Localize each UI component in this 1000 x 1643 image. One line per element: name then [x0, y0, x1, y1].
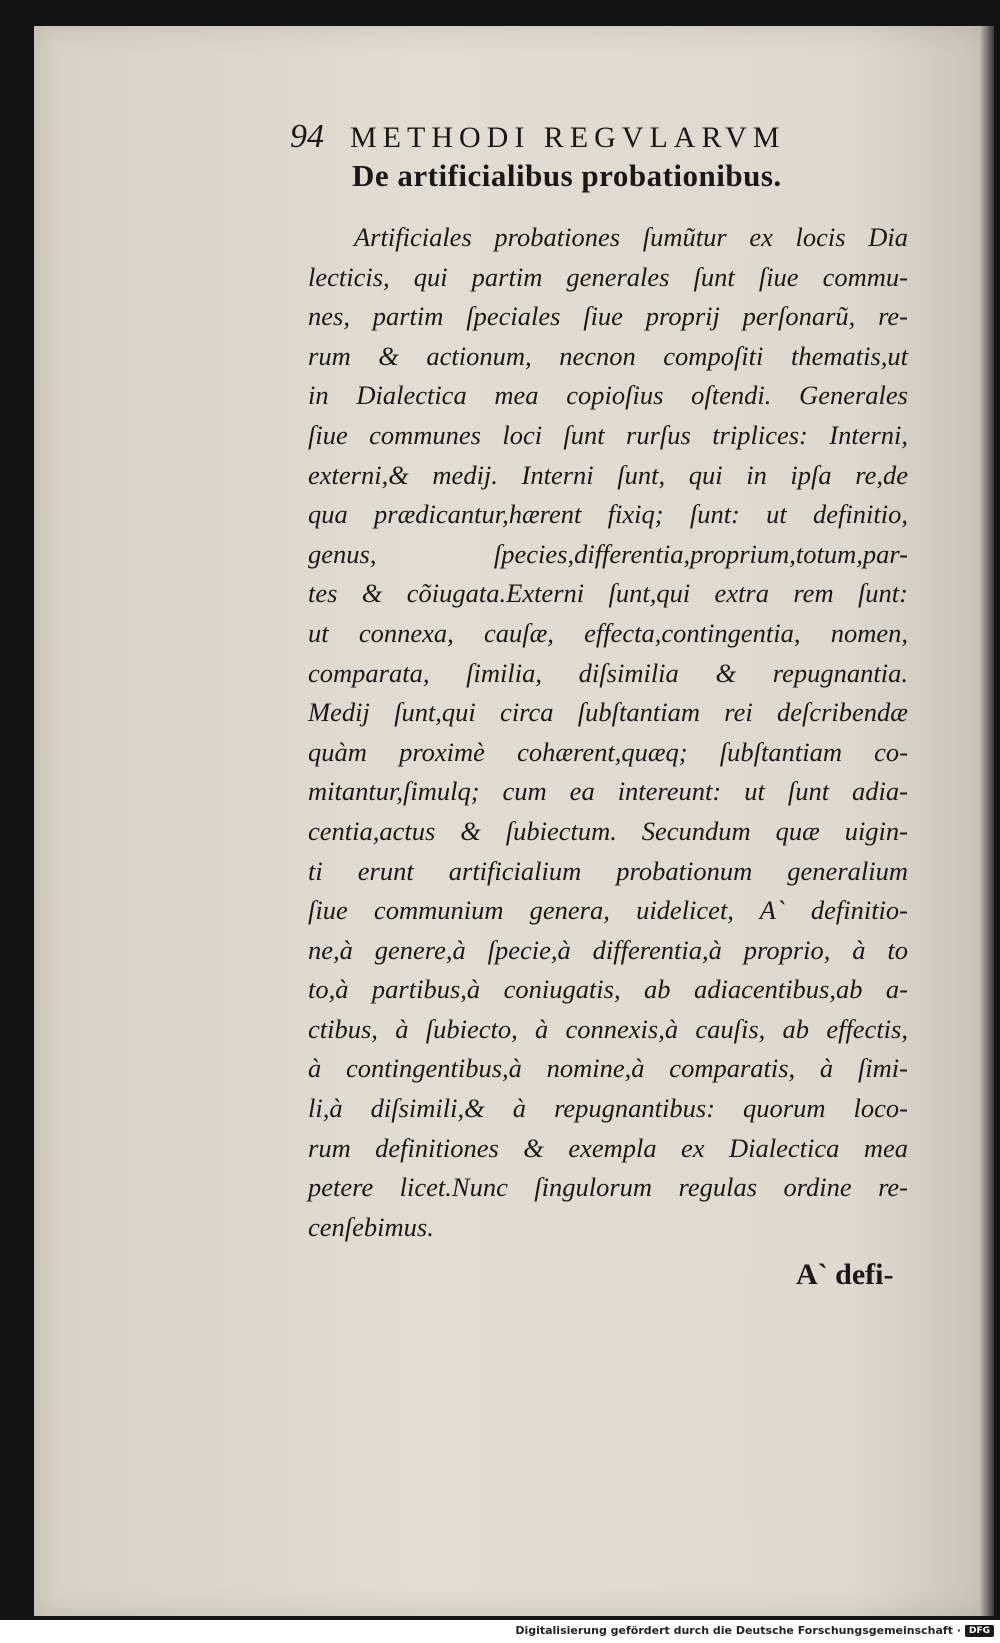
page-header	[290, 118, 910, 156]
text-line: li,à diſsimili,& à repugnantibus: quorum loco-	[308, 1093, 908, 1124]
text-line: ti erunt artificialium probationum generalium	[308, 855, 908, 886]
text-line: to,à partibus,à coniugatis, ab adiacentibus,ab a-	[308, 974, 908, 1005]
text-line: quàm proximè cohærent,quæq; ſubſtantiam co-	[308, 736, 908, 767]
text-line: lecticis, qui partim generales ſunt ſiue commu-	[308, 261, 908, 292]
text-line: ne,à genere,à ſpecie,à differentia,à proprio, à to	[308, 934, 908, 965]
text-line: rum definitiones & exempla ex Dialectica mea	[308, 1132, 908, 1163]
page-number: 94	[290, 118, 324, 155]
digitization-footer	[515, 1624, 994, 1637]
text-line: petere licet.Nunc ſingulorum regulas ordine re-	[308, 1172, 908, 1203]
catchword: A` defi-	[796, 1258, 894, 1291]
text-line: mitantur,ſimulq; cum ea intereunt: ut ſunt adia-	[308, 776, 908, 807]
text-line: ctibus, à ſubiecto, à connexis,à cauſis, ab effectis,	[308, 1013, 908, 1044]
text-line: ut connexa, cauſæ, effecta,contingentia, nomen,	[308, 617, 908, 648]
text-line: genus, ſpecies,differentia,proprium,totum,par-	[308, 538, 908, 569]
dfg-logo-icon: DFG	[965, 1625, 994, 1637]
text-line: à contingentibus,à nomine,à comparatis, à ſimi-	[308, 1053, 908, 1084]
text-line: ſiue communium genera, uidelicet, A` definitio-	[308, 895, 908, 926]
text-line: nes, partim ſpeciales ſiue proprij perſonarũ, re-	[308, 301, 908, 332]
text-line: centia,actus & ſubiectum. Secundum quæ uigin-	[308, 815, 908, 846]
running-head: METHODI REGVLARVM	[350, 121, 786, 154]
text-line: comparata, ſimilia, diſsimilia & repugnantia.	[308, 657, 908, 688]
text-line: qua prædicantur,hærent fixiq; ſunt: ut definitio,	[308, 499, 908, 530]
page-gutter-shadow	[980, 26, 994, 1616]
footer-credit: Digitalisierung gefördert durch die Deutsche Forschungsgemeinschaft ·	[515, 1624, 961, 1637]
text-line: Artificiales probationes ſumũtur ex locis Dia	[354, 222, 908, 252]
text-line: rum & actionum, necnon compoſiti thematis,ut	[308, 340, 908, 371]
text-line: tes & cõiugata.Externi ſunt,qui extra rem ſunt:	[308, 578, 908, 609]
text-line: cenſebimus.	[308, 1211, 434, 1242]
text-line: Medij ſunt,qui circa ſubſtantiam rei deſcribendæ	[308, 697, 908, 728]
text-line: externi,& medij. Interni ſunt, qui in ipſa re,de	[308, 459, 908, 490]
section-title: De artificialibus probationibus.	[352, 158, 782, 193]
body-text	[308, 218, 908, 1247]
text-line: ſiue communes loci ſunt rurſus triplices: Interni,	[308, 419, 908, 450]
text-line: in Dialectica mea copioſius oſtendi. Generales	[308, 380, 908, 411]
